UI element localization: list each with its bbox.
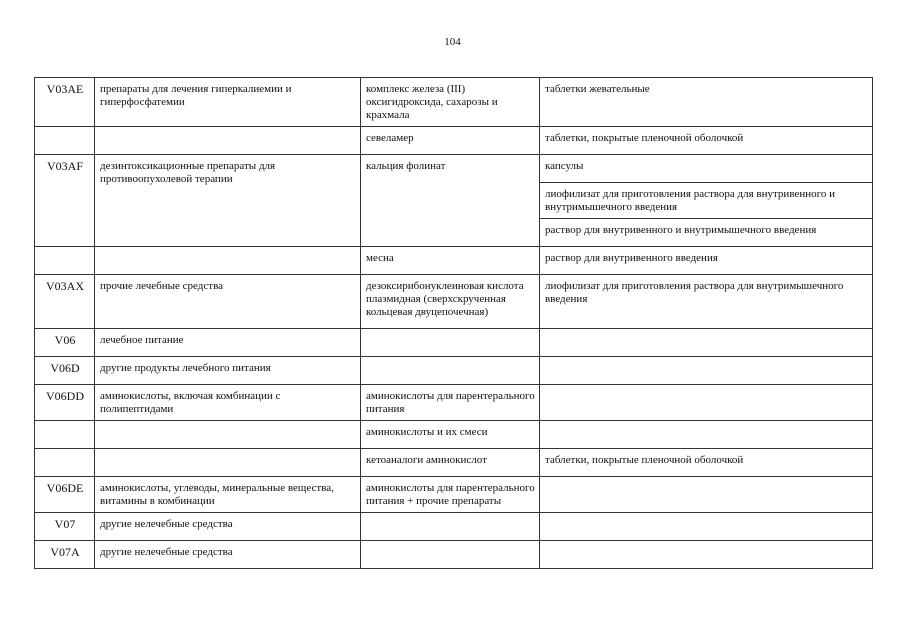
table-row (35, 385, 873, 421)
substance-cell: аминокислоты и их смеси (361, 421, 540, 449)
group-cell: аминокислоты, углеводы, минеральные вещества, витамины в комбинации (95, 477, 361, 513)
dosage-form-cell: капсулы (540, 155, 873, 183)
table-row (35, 155, 873, 183)
group-cell (95, 449, 361, 477)
group-cell: дезинтоксикационные препараты для противоопухолевой терапии (95, 155, 361, 247)
dosage-form-cell: таблетки, покрытые пленочной оболочкой (540, 127, 873, 155)
dosage-form-cell (540, 421, 873, 449)
atc-code-cell (35, 127, 95, 155)
group-cell: другие нелечебные средства (95, 513, 361, 541)
group-cell: препараты для лечения гиперкалиемии и гиперфосфатемии (95, 78, 361, 127)
table-row (35, 513, 873, 541)
group-cell (95, 247, 361, 275)
atc-code-cell: V03AX (35, 275, 95, 329)
atc-code-cell (35, 449, 95, 477)
dosage-form-cell: таблетки жевательные (540, 78, 873, 127)
dosage-form-cell (540, 541, 873, 569)
group-cell: другие нелечебные средства (95, 541, 361, 569)
table-row (35, 127, 873, 155)
table-row (35, 449, 873, 477)
table-row (35, 541, 873, 569)
group-cell: прочие лечебные средства (95, 275, 361, 329)
substance-cell: аминокислоты для парентерального питания (361, 385, 540, 421)
atc-code-cell: V06DD (35, 385, 95, 421)
dosage-form-cell: таблетки, покрытые пленочной оболочкой (540, 449, 873, 477)
substance-cell (361, 329, 540, 357)
substance-cell: кетоаналоги аминокислот (361, 449, 540, 477)
dosage-form-cell: лиофилизат для приготовления раствора для внутримышечного введения (540, 275, 873, 329)
table-row (35, 477, 873, 513)
atc-code-cell: V06DE (35, 477, 95, 513)
substance-cell: аминокислоты для парентерального питания + прочие препараты (361, 477, 540, 513)
substance-cell: кальция фолинат (361, 155, 540, 247)
substance-cell: месна (361, 247, 540, 275)
atc-code-cell: V07 (35, 513, 95, 541)
table-row (35, 357, 873, 385)
substance-cell (361, 513, 540, 541)
atc-code-cell: V03AE (35, 78, 95, 127)
atc-code-cell (35, 247, 95, 275)
substance-cell (361, 541, 540, 569)
dosage-form-cell (540, 513, 873, 541)
dosage-form-cell (540, 357, 873, 385)
substance-cell: севеламер (361, 127, 540, 155)
group-cell: другие продукты лечебного питания (95, 357, 361, 385)
table-row (35, 275, 873, 329)
table-row (35, 247, 873, 275)
group-cell (95, 421, 361, 449)
atc-code-cell: V03AF (35, 155, 95, 247)
dosage-form-cell: раствор для внутривенного и внутримышечного введения (540, 219, 873, 247)
substance-cell: комплекс железа (III) оксигидроксида, сахарозы и крахмала (361, 78, 540, 127)
drug-classification-table (34, 77, 873, 569)
dosage-form-cell: раствор для внутривенного введения (540, 247, 873, 275)
atc-code-cell: V07A (35, 541, 95, 569)
atc-code-cell: V06D (35, 357, 95, 385)
dosage-form-cell: лиофилизат для приготовления раствора для внутривенного и внутримышечного введения (540, 183, 873, 219)
table-row (35, 421, 873, 449)
group-cell: аминокислоты, включая комбинации с полипептидами (95, 385, 361, 421)
atc-code-cell: V06 (35, 329, 95, 357)
table-row (35, 329, 873, 357)
dosage-form-cell (540, 329, 873, 357)
dosage-form-cell (540, 385, 873, 421)
dosage-form-cell (540, 477, 873, 513)
substance-cell (361, 357, 540, 385)
substance-cell: дезоксирибонуклеиновая кислота плазмидная (сверхскрученная кольцевая двуцепочечная) (361, 275, 540, 329)
group-cell (95, 127, 361, 155)
atc-code-cell (35, 421, 95, 449)
group-cell: лечебное питание (95, 329, 361, 357)
table-row (35, 78, 873, 127)
page-number: 104 (444, 36, 461, 48)
